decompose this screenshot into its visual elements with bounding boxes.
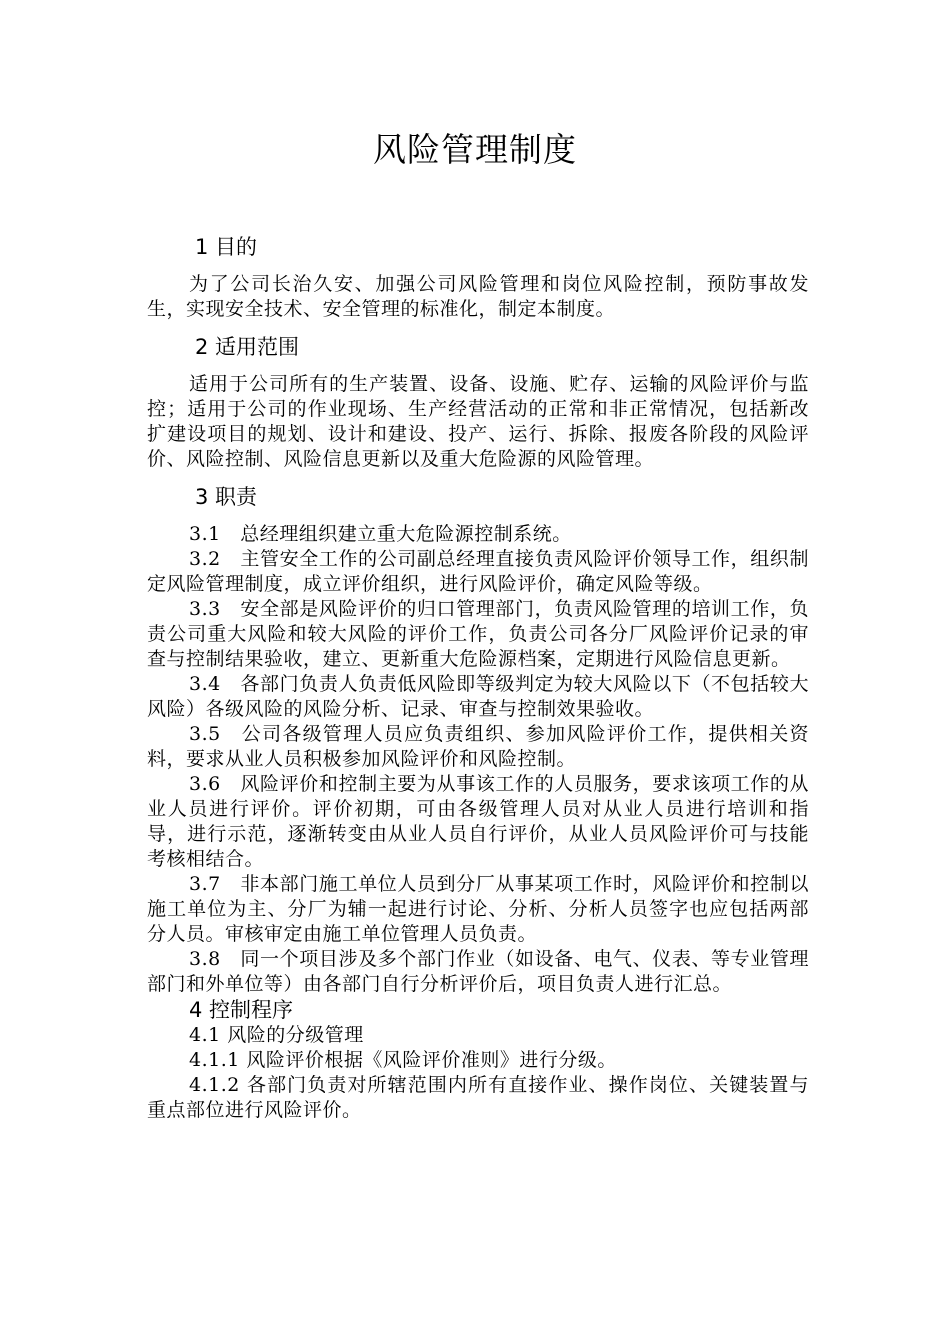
document-body: [147, 230, 809, 1123]
section-heading-responsibilities: 3 职责: [195, 485, 258, 509]
responsibility-item: 3.4 各部门负责人负责低风险即等级判定为较大风险以下（不包括较大风险）各级风险的风险分析、记录、审查与控制效果验收。: [147, 673, 809, 720]
responsibility-item: 3.8 同一个项目涉及多个部门作业（如设备、电气、仪表、等专业管理部门和外单位等）由各部门自行分析评价后，项目负责人进行汇总。: [147, 948, 809, 995]
responsibility-item: 3.2 主管安全工作的公司副总经理直接负责风险评价领导工作，组织制定风险管理制度，成立评价组织，进行风险评价，确定风险等级。: [147, 548, 809, 595]
section-heading-purpose: 1 目的: [195, 235, 258, 259]
responsibility-item: 3.1 总经理组织建立重大危险源控制系统。: [189, 523, 572, 545]
section-heading-scope: 2 适用范围: [195, 335, 300, 359]
procedure-item: 4.1.2 各部门负责对所辖范围内所有直接作业、操作岗位、关键装置与重点部位进行风险评价。: [147, 1074, 809, 1121]
procedure-item: 4.1 风险的分级管理: [189, 1024, 364, 1046]
paragraph-scope: 适用于公司所有的生产装置、设备、设施、贮存、运输的风险评价与监控；适用于公司的作业现场、生产经营活动的正常和非正常情况，包括新改扩建设项目的规划、设计和建设、投产、运行、拆除、报废各阶段的风险评价、风险控制、风险信息更新以及重大危险源的风险管理。: [147, 373, 809, 470]
responsibility-item: 3.6 风险评价和控制主要为从事该工作的人员服务，要求该项工作的从业人员进行评价。评价初期，可由各级管理人员对从业人员进行培训和指导，进行示范，逐渐转变由从业人员自行评价，从业人员风险评价可与技能考核相结合。: [147, 773, 809, 870]
responsibility-item: 3.3 安全部是风险评价的归口管理部门，负责风险管理的培训工作，负责公司重大风险和较大风险的评价工作，负责公司各分厂风险评价记录的审查与控制结果验收，建立、更新重大危险源档案，定期进行风险信息更新。: [147, 598, 809, 670]
section-heading-control-procedure: 4 控制程序: [189, 998, 294, 1022]
document-title: 风险管理制度: [373, 130, 577, 169]
responsibility-item: 3.5 公司各级管理人员应负责组织、参加风险评价工作，提供相关资料，要求从业人员积极参加风险评价和风险控制。: [147, 723, 809, 770]
paragraph-purpose: 为了公司长治久安、加强公司风险管理和岗位风险控制，预防事故发生，实现安全技术、安全管理的标准化，制定本制度。: [147, 273, 809, 320]
procedure-item: 4.1.1 风险评价根据《风险评价准则》进行分级。: [189, 1049, 617, 1071]
responsibility-item: 3.7 非本部门施工单位人员到分厂从事某项工作时，风险评价和控制以施工单位为主、分厂为辅一起进行讨论、分析、分析人员签字也应包括两部分人员。审核审定由施工单位管理人员负责。: [147, 873, 809, 945]
